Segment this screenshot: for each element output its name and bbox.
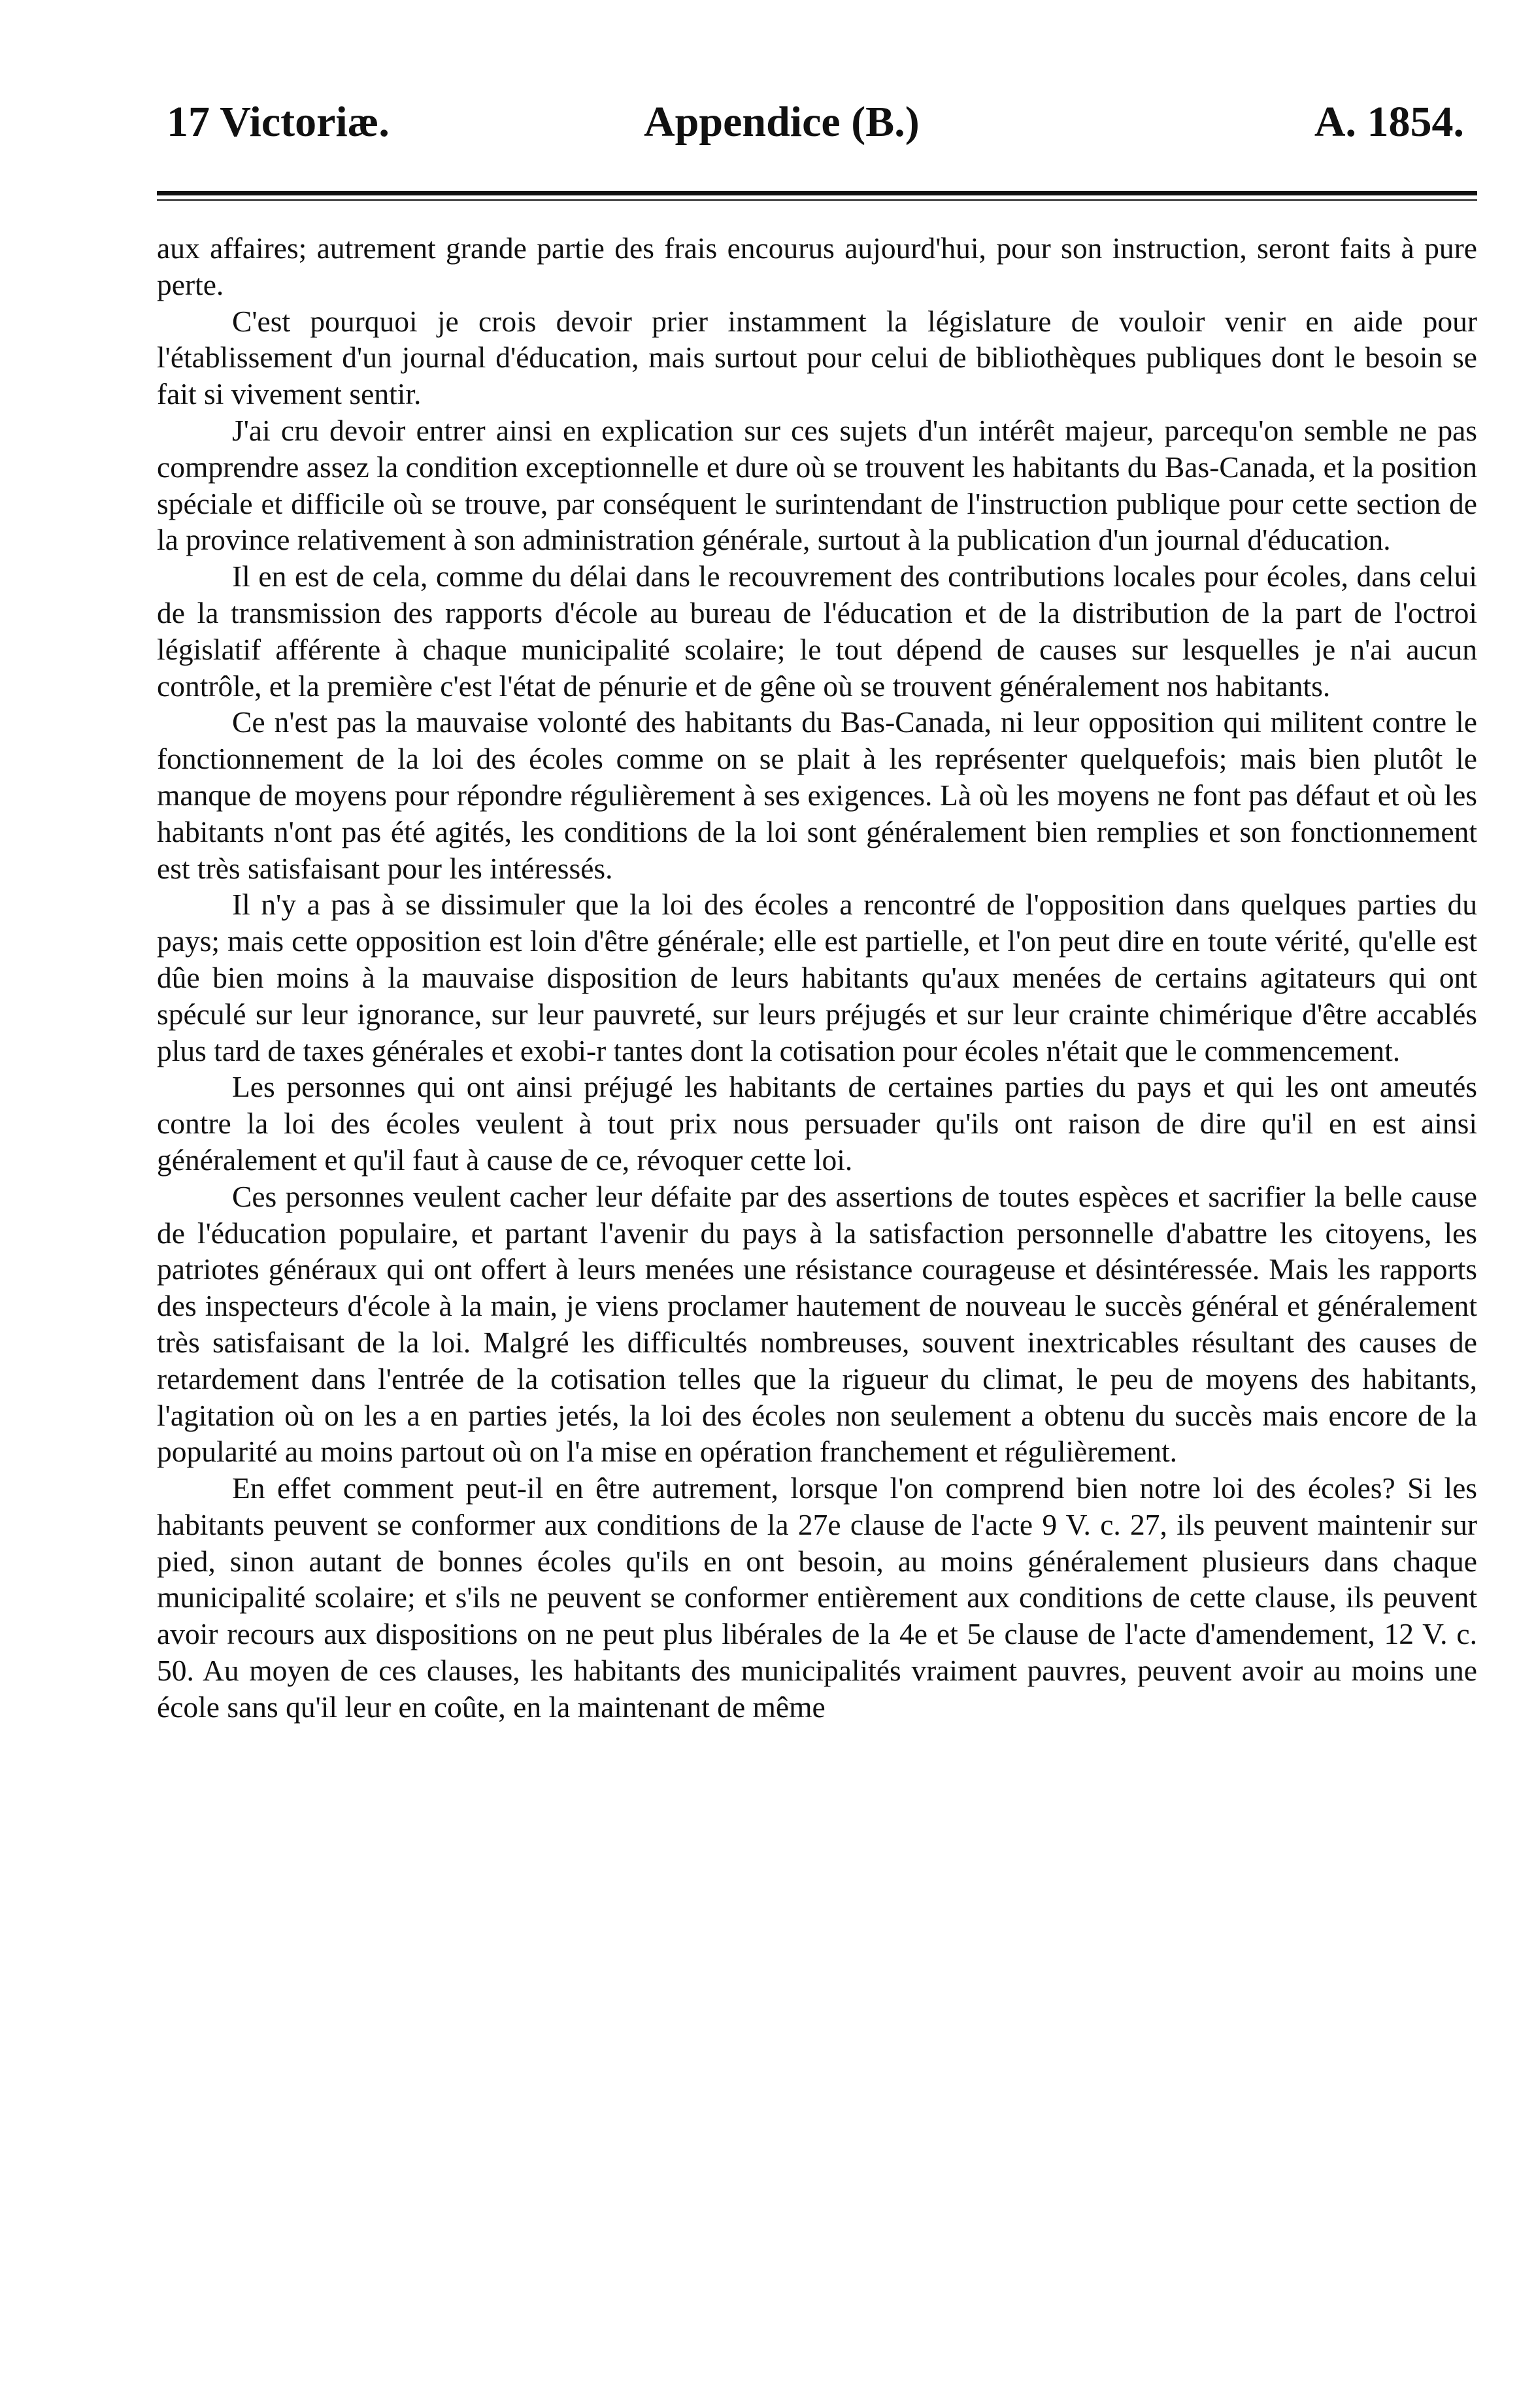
paragraph: Ce n'est pas la mauvaise volonté des habitants du Bas-Canada, ni leur opposition qui militent contre le fonctionnement de la loi des écoles comme on se plait à les représenter quelquefois; mais bien plutôt le manque de moyens pour répondre régulièrement à ses exigences. Là où les moyens ne font pas défaut et où les habitants n'ont pas été agités, les conditions de la loi sont généralement bien remplies et son fonctionnement est très satisfaisant pour les intéressés. bbox=[157, 705, 1477, 885]
paragraph: Ces personnes veulent cacher leur défaite par des assertions de toutes espèces et sacrifier la belle cause de l'éducation populaire, et partant l'avenir du pays à la satisfaction personnelle d'abattre les citoyens, les patriotes généraux qui ont offert à leurs menées une résistance courageuse et désintéressée. Mais les rapports des inspecteurs d'école à la main, je viens proclamer hautement de nouveau le succès général et généralement très satisfaisant de la loi. Malgré les difficultés nombreuses, souvent inextricables résultant des causes de retardement dans l'entrée de la cotisation telles que la rigueur du climat, le peu de moyens des habitants, l'agitation où on les a en parties jetés, la loi des écoles non seulement a obtenu du succès mais encore de la popularité au moins partout où on l'a mise en opération franchement et régulièrement. bbox=[157, 1179, 1477, 1469]
header-appendix: Appendice (B.) bbox=[644, 98, 920, 146]
header-rule-thin bbox=[157, 199, 1477, 201]
paragraph: C'est pourquoi je crois devoir prier instamment la législature de vouloir venir en aide pour l'établissement d'un journal d'éducation, mais surtout pour celui de bibliothèques publiques dont le besoin se fait si vivement sentir. bbox=[157, 304, 1477, 411]
paragraph: Les personnes qui ont ainsi préjugé les habitants de certaines parties du pays et qui les ont ameutés contre la loi des écoles veulent à tout prix nous persuader qu'ils ont raison de dire qu'il en est ainsi généralement et qu'il faut à cause de ce, révoquer cette loi. bbox=[157, 1070, 1477, 1177]
header-session: 17 Victoriæ. bbox=[167, 98, 390, 146]
paragraph: J'ai cru devoir entrer ainsi en explication sur ces sujets d'un intérêt majeur, parcequ'on semble ne pas comprendre assez la condition exceptionnelle et dure où se trouvent les habitants du Bas-Canada, et la position spéciale et difficile où se trouve, par conséquent le surintendant de l'instruction publique pour cette section de la province relativement à son administration générale, surtout à la publication d'un journal d'éducation. bbox=[157, 413, 1477, 557]
running-header bbox=[167, 93, 1471, 152]
body-text bbox=[157, 230, 1477, 1726]
paragraph: Il n'y a pas à se dissimuler que la loi des écoles a rencontré de l'opposition dans quelques parties du pays; mais cette opposition est loin d'être générale; elle est partielle, et l'on peut dire en toute vérité, qu'elle est dûe bien moins à la mauvaise disposition de leurs habitants qu'aux menées de certains agitateurs qui ont spéculé sur leur ignorance, sur leur pauvreté, sur leurs préjugés et sur leur crainte chimérique d'être accablés plus tard de taxes générales et exobi-r tantes dont la cotisation pour écoles n'était que le commencement. bbox=[157, 888, 1477, 1067]
paragraph: Il en est de cela, comme du délai dans le recouvrement des contributions locales pour écoles, dans celui de la transmission des rapports d'école au bureau de l'éducation et de la distribution de la part de l'octroi législatif afférente à chaque municipalité scolaire; le tout dépend de causes sur lesquelles je n'ai aucun contrôle, et la première c'est l'état de pénurie et de gêne où se trouvent généralement nos habitants. bbox=[157, 560, 1477, 703]
paragraph: En effet comment peut-il en être autrement, lorsque l'on comprend bien notre loi des écoles? Si les habitants peuvent se conformer aux conditions de la 27e clause de l'acte 9 V. c. 27, ils peuvent maintenir sur pied, sinon autant de bonnes écoles qu'ils en ont besoin, au moins généralement plusieurs dans chaque municipalité scolaire; et s'ils ne peuvent se conformer entièrement aux conditions de cette clause, ils peuvent avoir recours aux dispositions on ne peut plus libérales de la 4e et 5e clause de l'acte d'amendement, 12 V. c. 50. Au moyen de ces clauses, les habitants des municipalités vraiment pauvres, peuvent avoir au moins une école sans qu'il leur en coûte, en la maintenant de même bbox=[157, 1471, 1477, 1724]
header-year: A. 1854. bbox=[1314, 98, 1464, 146]
paragraph: aux affaires; autrement grande partie des frais encourus aujourd'hui, pour son instruction, seront faits à pure perte. bbox=[157, 231, 1477, 301]
header-rule-thick bbox=[157, 191, 1477, 195]
